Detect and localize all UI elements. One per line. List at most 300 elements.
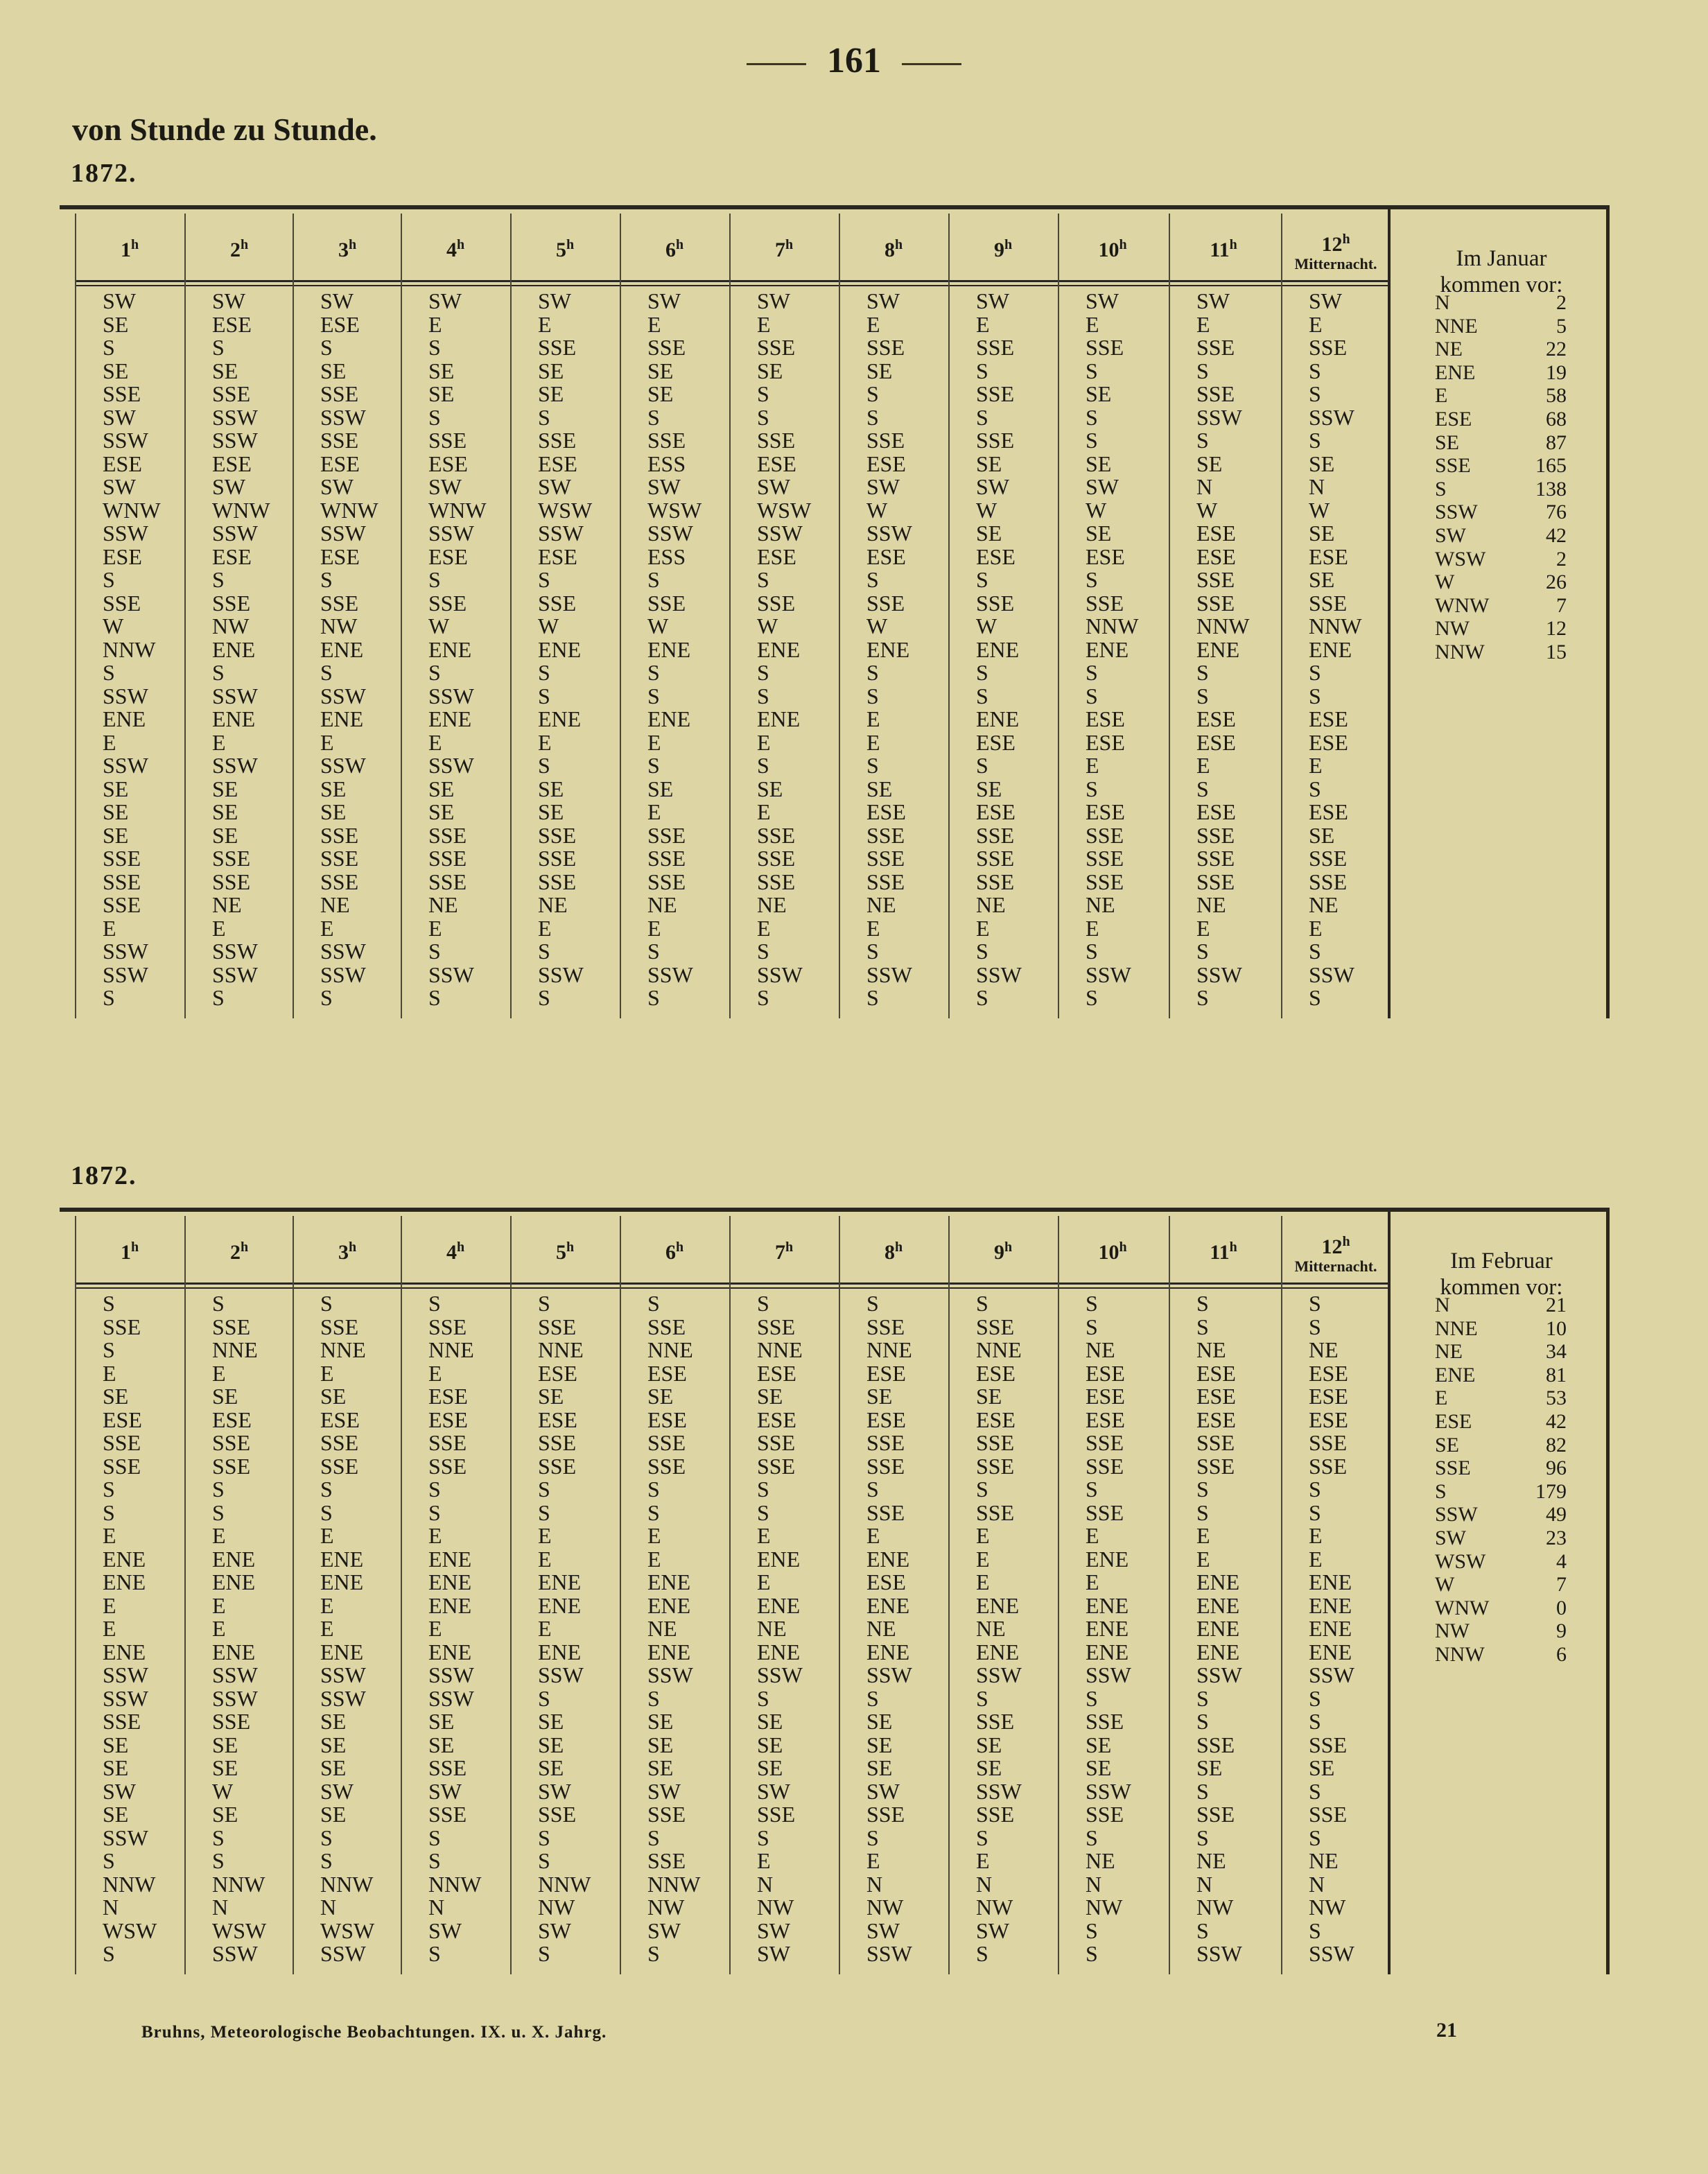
wind-direction-cell: SSE	[647, 428, 686, 453]
wind-direction-cell: E	[757, 1569, 771, 1594]
summary-row-ssw	[1435, 1503, 1567, 1527]
wind-direction-cell: SSW	[428, 683, 474, 708]
wind-direction-cell: ESE	[1196, 799, 1236, 824]
summary-count: 58	[1546, 384, 1567, 408]
summary-count: 49	[1546, 1503, 1567, 1527]
wind-direction-cell: SE	[866, 1732, 893, 1757]
wind-direction-cell: ENE	[538, 706, 582, 731]
wind-direction-cell: S	[647, 1825, 660, 1850]
wind-direction-cell: SE	[866, 776, 893, 801]
wind-direction-cell: S	[1309, 1477, 1321, 1502]
summary-row-nne	[1435, 1317, 1567, 1341]
summary-title-caption: kommen vor:	[1440, 1275, 1563, 1300]
wind-direction-cell: ENE	[1086, 1639, 1129, 1664]
wind-direction-cell: S	[1309, 1685, 1321, 1711]
wind-direction-cell: E	[866, 1848, 880, 1873]
wind-direction-cell: SSW	[103, 753, 148, 778]
wind-direction-cell: ENE	[1309, 1639, 1352, 1664]
wind-direction-cell: NE	[1309, 1848, 1339, 1873]
hour-column-11	[1196, 290, 1249, 1010]
wind-direction-cell: SE	[538, 358, 564, 383]
summary-direction: SW	[1435, 1527, 1466, 1549]
wind-direction-cell: SSE	[103, 1709, 141, 1734]
wind-direction-cell: NNW	[428, 1871, 482, 1897]
wind-direction-cell: E	[1086, 753, 1099, 778]
wind-direction-cell: S	[103, 1499, 115, 1525]
wind-direction-cell: SSE	[976, 1314, 1015, 1339]
wind-direction-cell: SE	[866, 1384, 893, 1409]
wind-direction-cell: SE	[1309, 822, 1335, 848]
wind-direction-cell: S	[103, 335, 115, 360]
wind-direction-cell: S	[1309, 939, 1321, 964]
wind-direction-cell: SSE	[428, 822, 467, 848]
wind-direction-cell: WSW	[103, 1918, 157, 1943]
wind-direction-cell: E	[1196, 753, 1210, 778]
column-rule	[620, 214, 621, 1018]
wind-direction-cell: ESE	[976, 729, 1016, 755]
wind-direction-cell: ESE	[1309, 1407, 1348, 1432]
column-rule	[184, 214, 186, 1018]
hour-column-10	[1086, 290, 1138, 1010]
wind-direction-cell: ESE	[1309, 729, 1348, 755]
wind-direction-cell: SSW	[320, 939, 366, 964]
hour-suffix: h	[1004, 1240, 1013, 1255]
column-rule	[1169, 214, 1170, 1018]
wind-direction-cell: SE	[757, 1384, 783, 1409]
wind-direction-cell: SW	[757, 474, 790, 499]
wind-direction-cell: ENE	[103, 1569, 146, 1594]
wind-direction-cell: ESE	[212, 451, 252, 476]
wind-direction-cell: SSE	[320, 590, 359, 616]
wind-direction-cell: ESE	[1196, 521, 1236, 546]
wind-direction-cell: WSW	[757, 497, 812, 523]
wind-direction-cell: E	[647, 1546, 661, 1572]
wind-direction-cell: ESS	[647, 544, 686, 569]
wind-direction-cell: NE	[1086, 892, 1115, 917]
hour-number: 4	[446, 238, 457, 261]
wind-direction-cell: SE	[976, 1755, 1002, 1780]
wind-direction-cell: ESE	[1309, 1360, 1348, 1386]
summary-direction: ENE	[1435, 1363, 1476, 1386]
wind-direction-cell: SSE	[976, 869, 1015, 894]
wind-direction-cell: SE	[212, 1384, 238, 1409]
wind-direction-cell: NNE	[428, 1337, 474, 1362]
wind-direction-cell: S	[1086, 1685, 1098, 1711]
wind-direction-cell: W	[976, 614, 997, 638]
hour-column-3	[320, 1292, 374, 1966]
wind-direction-cell: S	[647, 985, 660, 1010]
hour-suffix: h	[130, 1240, 139, 1255]
wind-direction-cell: S	[866, 985, 879, 1010]
wind-direction-cell: S	[538, 567, 550, 592]
wind-direction-cell: N	[103, 1895, 119, 1920]
wind-direction-cell: S	[103, 1291, 115, 1316]
wind-direction-cell: W	[538, 614, 559, 638]
wind-direction-cell: ENE	[1309, 636, 1352, 662]
column-rule	[510, 1216, 512, 1974]
summary-title	[1404, 245, 1598, 298]
wind-direction-cell: NE	[866, 1616, 896, 1641]
wind-direction-cell: S	[212, 1291, 225, 1316]
wind-direction-cell: SSE	[212, 1709, 251, 1734]
wind-direction-cell: ESE	[1196, 706, 1236, 731]
wind-direction-cell: SSE	[866, 1802, 905, 1827]
wind-direction-cell: SSE	[866, 846, 905, 871]
wind-direction-cell: SE	[647, 1709, 674, 1734]
hour-column-10	[1086, 1292, 1131, 1966]
column-rule	[620, 1216, 621, 1974]
wind-direction-cell: S	[212, 1825, 225, 1850]
wind-direction-cell: SSE	[1086, 590, 1124, 616]
wind-direction-cell: E	[647, 915, 661, 941]
wind-direction-cell: SSW	[976, 1778, 1022, 1804]
wind-direction-cell: ESE	[866, 799, 906, 824]
wind-direction-cell: NE	[757, 1616, 787, 1641]
wind-direction-cell: SSE	[1086, 1430, 1124, 1455]
wind-direction-cell: ENE	[212, 1546, 256, 1572]
summary-row-s	[1435, 478, 1567, 501]
page-number-text: 161	[827, 41, 881, 80]
wind-direction-cell: SW	[1086, 474, 1119, 499]
wind-direction-cell: S	[212, 1848, 225, 1873]
wind-direction-cell: S	[866, 753, 879, 778]
summary-row-ene	[1435, 361, 1567, 385]
wind-direction-cell: S	[103, 1848, 115, 1873]
summary-count: 22	[1546, 338, 1567, 361]
wind-direction-cell: ENE	[428, 1546, 472, 1572]
wind-direction-cell: E	[866, 706, 880, 731]
hour-number: 5	[555, 1241, 566, 1264]
wind-direction-cell: ESE	[212, 544, 252, 569]
wind-direction-cell: S	[866, 1477, 879, 1502]
column-rule	[401, 1216, 402, 1974]
wind-direction-cell: S	[1196, 683, 1209, 708]
page-heading: von Stunde zu Stunde.	[72, 112, 377, 147]
wind-direction-cell: E	[103, 1360, 116, 1386]
summary-count: 81	[1546, 1363, 1567, 1386]
wind-direction-cell: SSE	[538, 428, 577, 453]
wind-direction-cell: S	[1309, 358, 1321, 383]
summary-count: 7	[1556, 1573, 1567, 1597]
summary-count: 68	[1546, 408, 1567, 431]
wind-direction-cell: S	[212, 1477, 225, 1502]
hour-number: 3	[338, 238, 349, 261]
wind-direction-cell: N	[212, 1895, 229, 1920]
summary-count: 6	[1556, 1643, 1567, 1666]
wind-direction-cell: S	[1309, 985, 1321, 1010]
wind-direction-cell: ESE	[320, 311, 360, 337]
wind-direction-cell: SSE	[866, 1499, 905, 1525]
hour-header-12	[1281, 1234, 1391, 1276]
wind-direction-cell: ESE	[538, 451, 577, 476]
wind-direction-cell: SE	[428, 799, 455, 824]
wind-direction-cell: SE	[757, 1709, 783, 1734]
wind-direction-cell: SE	[757, 1755, 783, 1780]
wind-direction-cell: S	[1086, 1477, 1098, 1502]
wind-direction-cell: SE	[320, 1384, 347, 1409]
column-rule	[1281, 1216, 1282, 1974]
wind-direction-cell: S	[538, 1499, 550, 1525]
wind-direction-cell: SSE	[212, 590, 251, 616]
wind-direction-cell: SSE	[212, 1430, 251, 1455]
hour-suffix: h	[348, 1240, 357, 1255]
column-rule	[293, 214, 294, 1018]
summary-count: 19	[1546, 360, 1567, 384]
wind-direction-cell: SSW	[757, 1662, 803, 1687]
summary-count: 42	[1546, 1410, 1567, 1433]
hour-header-5	[510, 237, 620, 262]
header-bottom-rule-2	[75, 1287, 1388, 1289]
summary-row-nnw	[1435, 641, 1567, 664]
wind-direction-cell: SSW	[1086, 1662, 1131, 1687]
wind-direction-cell: SSE	[1309, 590, 1348, 616]
wind-direction-cell: ENE	[866, 1546, 910, 1572]
wind-direction-cell: W	[1196, 497, 1218, 523]
wind-direction-cell: S	[647, 1477, 660, 1502]
wind-direction-cell: S	[976, 1477, 988, 1502]
wind-direction-cell: SSE	[320, 428, 359, 453]
wind-direction-cell: ENE	[1309, 1616, 1352, 1641]
wind-direction-cell: S	[1309, 428, 1321, 453]
wind-direction-cell: E	[103, 1616, 116, 1641]
hour-header-9	[948, 1240, 1058, 1264]
wind-direction-cell: SE	[1309, 521, 1335, 546]
wind-direction-cell: ESE	[1196, 729, 1236, 755]
wind-direction-cell: S	[647, 939, 660, 964]
hour-column-9	[976, 290, 1022, 1010]
wind-direction-cell: SE	[428, 381, 455, 406]
summary-direction: W	[1435, 571, 1455, 594]
wind-direction-cell: SSE	[1086, 1802, 1124, 1827]
wind-direction-cell: ENE	[1196, 1639, 1240, 1664]
wind-direction-cell: SE	[1309, 567, 1335, 592]
summary-count: 53	[1546, 1386, 1567, 1410]
wind-direction-cell: SW	[538, 288, 571, 313]
wind-direction-cell: WSW	[647, 497, 702, 523]
wind-direction-cell: ESE	[757, 451, 796, 476]
summary-direction: ESE	[1435, 408, 1472, 431]
wind-direction-cell: E	[538, 1616, 552, 1641]
hour-suffix: h	[785, 237, 794, 252]
wind-direction-cell: SE	[647, 358, 674, 383]
wind-direction-cell: S	[1086, 404, 1098, 430]
wind-direction-cell: W	[212, 1778, 234, 1804]
wind-direction-cell: SSW	[538, 521, 584, 546]
hour-suffix: h	[456, 237, 465, 252]
hour-header-7	[729, 237, 839, 262]
wind-direction-cell: S	[976, 939, 988, 964]
hour-column-6	[647, 1292, 700, 1966]
summary-row-ssw	[1435, 501, 1567, 524]
wind-direction-cell: SW	[103, 1778, 136, 1804]
summary-row-se	[1435, 431, 1567, 455]
wind-direction-cell: SSE	[320, 1430, 359, 1455]
summary-row-wnw	[1435, 1597, 1567, 1620]
wind-direction-cell: SSW	[428, 962, 474, 987]
hour-suffix: h	[1119, 237, 1127, 252]
hour-suffix: h	[675, 237, 684, 252]
summary-count: 138	[1535, 477, 1567, 501]
wind-direction-cell: ENE	[428, 706, 472, 731]
wind-direction-cell: SSE	[1309, 335, 1348, 360]
wind-direction-cell: SE	[647, 1732, 674, 1757]
wind-direction-cell: NE	[212, 892, 242, 917]
wind-direction-cell: E	[1196, 1546, 1210, 1572]
wind-direction-cell: SE	[320, 1732, 347, 1757]
summary-direction: E	[1435, 384, 1448, 408]
wind-direction-cell: NE	[647, 1616, 677, 1641]
wind-direction-cell: ENE	[866, 1639, 910, 1664]
wind-direction-cell: SE	[757, 776, 783, 801]
wind-direction-cell: SSE	[428, 1755, 467, 1780]
wind-direction-cell: S	[428, 660, 441, 685]
wind-direction-cell: SSE	[212, 1453, 251, 1479]
wind-direction-cell: SSW	[212, 1685, 258, 1711]
wind-direction-cell: SW	[538, 1778, 571, 1804]
hour-header-10	[1058, 1240, 1167, 1264]
wind-direction-cell: N	[1309, 474, 1325, 499]
wind-direction-cell: SW	[320, 474, 354, 499]
wind-direction-cell: ENE	[976, 1639, 1020, 1664]
wind-direction-cell: NE	[1196, 892, 1226, 917]
summary-count: 5	[1556, 314, 1567, 338]
wind-direction-cell: ENE	[103, 1639, 146, 1664]
wind-direction-cell: SSE	[866, 1453, 905, 1479]
wind-direction-cell: ENE	[538, 1639, 582, 1664]
wind-direction-cell: SSE	[757, 590, 796, 616]
wind-direction-cell: SE	[320, 1802, 347, 1827]
summary-direction: WNW	[1435, 593, 1490, 617]
wind-direction-cell: S	[103, 1477, 115, 1502]
wind-direction-cell: SSE	[976, 335, 1015, 360]
wind-direction-cell: E	[212, 1592, 226, 1618]
wind-direction-cell: SSW	[212, 962, 258, 987]
summary-row-e	[1435, 1386, 1567, 1410]
wind-direction-cell: S	[320, 1825, 333, 1850]
wind-direction-cell: E	[428, 1360, 442, 1386]
wind-direction-cell: ESE	[538, 1407, 577, 1432]
wind-direction-cell: SSE	[866, 1430, 905, 1455]
wind-direction-cell: E	[866, 729, 880, 755]
wind-direction-cell: SSW	[103, 1825, 148, 1850]
wind-direction-cell: ENE	[976, 1592, 1020, 1618]
wind-direction-cell: SSE	[1196, 1430, 1235, 1455]
wind-direction-cell: S	[866, 567, 879, 592]
hour-number: 12	[1321, 1235, 1343, 1258]
wind-direction-cell: SSE	[647, 1314, 686, 1339]
wind-direction-cell: SSE	[320, 1314, 359, 1339]
wind-direction-cell: SW	[103, 474, 136, 499]
wind-direction-cell: ENE	[647, 1569, 691, 1594]
hour-column-6	[647, 290, 702, 1010]
wind-direction-cell: S	[1086, 567, 1098, 592]
wind-direction-cell: W	[976, 497, 997, 523]
summary-count: 0	[1556, 1596, 1567, 1619]
wind-direction-cell: N	[1196, 1871, 1213, 1897]
wind-direction-cell: SE	[1086, 451, 1112, 476]
wind-direction-cell: SSE	[647, 869, 686, 894]
wind-direction-cell: S	[1309, 1778, 1321, 1804]
wind-direction-cell: SW	[103, 288, 136, 313]
header-bottom-rule-2	[75, 285, 1388, 286]
wind-direction-cell: S	[866, 381, 879, 406]
summary-direction: NNE	[1435, 314, 1478, 338]
wind-direction-cell: SE	[647, 1755, 674, 1780]
wind-direction-cell: ENE	[757, 1592, 801, 1618]
wind-direction-cell: SSE	[212, 846, 251, 871]
wind-direction-cell: SSE	[1196, 1802, 1235, 1827]
hour-column-3	[320, 290, 378, 1010]
wind-direction-cell: S	[1309, 1499, 1321, 1525]
wind-direction-cell: E	[320, 1592, 334, 1618]
wind-direction-cell: NW	[757, 1895, 794, 1920]
summary-row-n	[1435, 1294, 1567, 1317]
wind-direction-cell: S	[538, 1291, 550, 1316]
hour-suffix: h	[1004, 237, 1013, 252]
wind-direction-cell: SE	[976, 451, 1002, 476]
wind-direction-cell: SW	[866, 474, 900, 499]
wind-direction-cell: NW	[976, 1895, 1013, 1920]
wind-direction-cell: SE	[428, 358, 455, 383]
wind-direction-cell: S	[538, 404, 550, 430]
hour-number: 2	[229, 238, 241, 261]
summary-direction: NNW	[1435, 1643, 1485, 1666]
wind-direction-cell: SE	[320, 776, 347, 801]
wind-direction-cell: ENE	[647, 706, 691, 731]
hour-column-8	[866, 1292, 912, 1966]
summary-row-se	[1435, 1434, 1567, 1457]
summary-count: 26	[1546, 571, 1567, 594]
wind-direction-cell: NE	[757, 892, 787, 917]
wind-direction-cell: SSW	[647, 1662, 693, 1687]
wind-direction-cell: SSW	[538, 962, 584, 987]
wind-direction-cell: S	[1086, 776, 1098, 801]
wind-direction-cell: S	[1086, 1918, 1098, 1943]
wind-direction-cell: S	[212, 660, 225, 685]
wind-direction-cell: SE	[103, 799, 129, 824]
wind-direction-cell: SE	[1196, 1755, 1223, 1780]
wind-direction-cell: NW	[212, 614, 250, 638]
wind-direction-cell: SE	[212, 799, 238, 824]
wind-direction-cell: SW	[976, 1918, 1009, 1943]
wind-direction-cell: S	[757, 1499, 769, 1525]
hour-header-8	[839, 237, 948, 262]
wind-direction-cell: ESE	[1309, 706, 1348, 731]
wind-direction-cell: SSE	[320, 381, 359, 406]
wind-direction-cell: E	[1309, 753, 1323, 778]
wind-direction-cell: SSE	[757, 846, 796, 871]
hour-header-7	[729, 1240, 839, 1264]
wind-direction-cell: E	[1309, 1546, 1323, 1572]
wind-direction-cell: ESE	[976, 544, 1016, 569]
hour-number: 3	[338, 1241, 349, 1264]
wind-direction-cell: SE	[428, 1732, 455, 1757]
wind-direction-cell: S	[757, 683, 769, 708]
wind-direction-cell: ESE	[428, 451, 468, 476]
wind-direction-cell: ENE	[320, 1546, 364, 1572]
wind-direction-cell: E	[538, 311, 552, 337]
wind-direction-cell: SSW	[103, 1662, 148, 1687]
wind-direction-cell: ESE	[428, 1384, 468, 1409]
summary-title-month: Im Februar	[1450, 1249, 1553, 1273]
hour-number: 9	[993, 1241, 1004, 1264]
wind-direction-cell: SE	[1086, 1755, 1112, 1780]
hour-header-9	[948, 237, 1058, 262]
wind-direction-cell: S	[757, 753, 769, 778]
wind-direction-cell: ESE	[866, 451, 906, 476]
column-rule	[75, 214, 76, 1018]
summary-direction: WSW	[1435, 547, 1486, 571]
